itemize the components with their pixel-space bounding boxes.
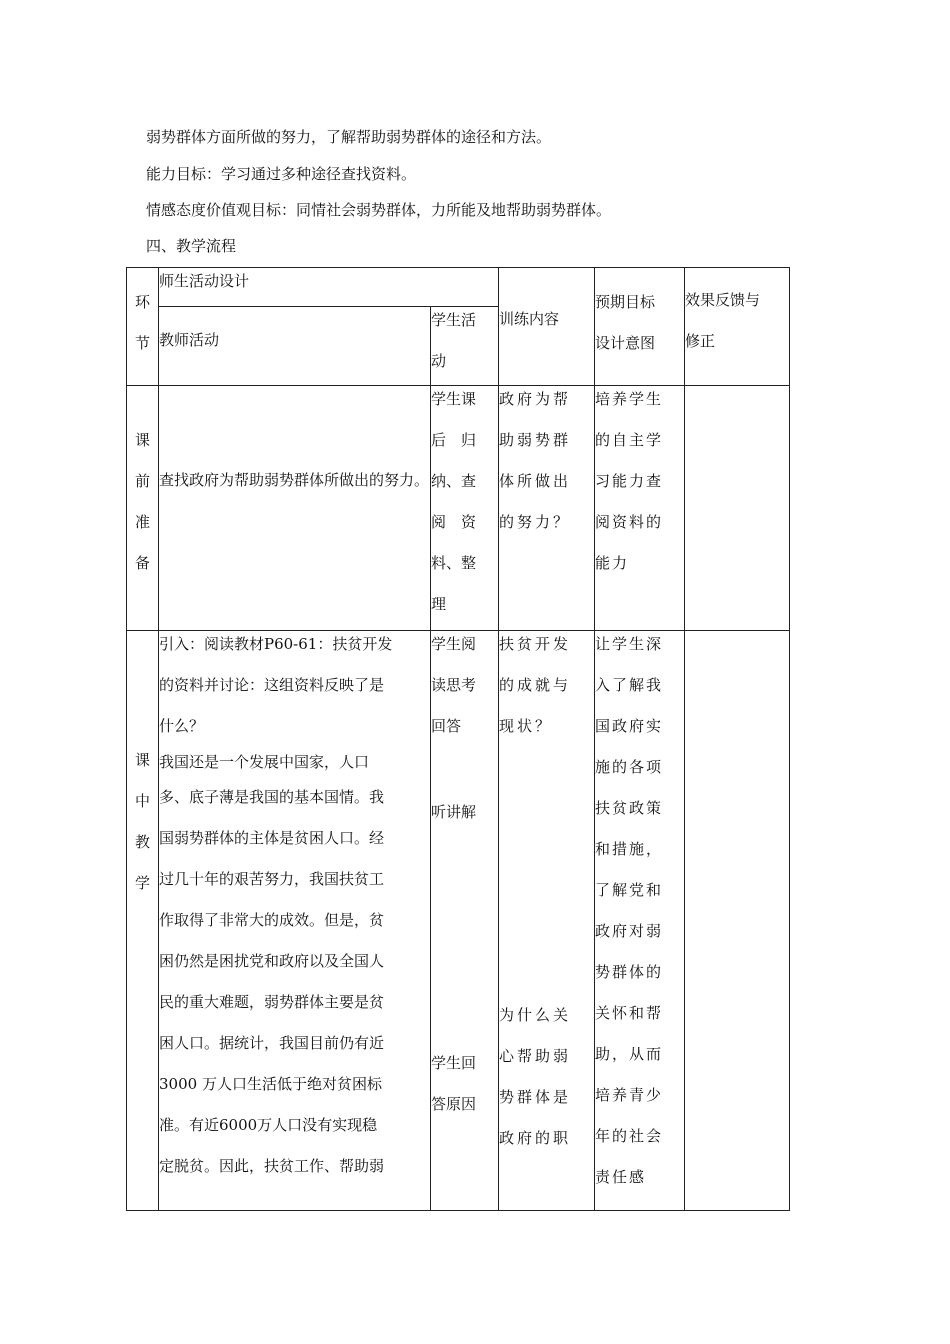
row-class-link-char: 课	[134, 751, 150, 769]
row-class-teacher-line: 民的重大难题，弱势群体主要是贫	[159, 993, 385, 1011]
header-training-label: 训练内容	[499, 310, 560, 328]
row-class-goal-line: 关怀和帮	[595, 1004, 664, 1022]
row-class-training-line: 心帮助弱	[499, 1047, 572, 1065]
row-class-training-line: 扶贫开发	[499, 635, 572, 653]
row-class-student-line: 读思考	[431, 676, 477, 694]
header-feedback-line-2: 修正	[685, 332, 716, 350]
intro-line-ability: 能力目标：学习通过多种途径查找资料。	[146, 165, 417, 183]
header-student-cell	[431, 307, 499, 386]
row-class-teacher-line: 我国还是一个发展中国家，人口	[159, 753, 370, 771]
row-class-teacher-line: 困仍然是困扰党和政府以及全国人	[159, 952, 385, 970]
row-class-goal-line: 扶贫政策	[595, 799, 664, 817]
row-class-goal-line: 培养青少	[595, 1086, 664, 1104]
row-class-training-line: 为什么关	[499, 1006, 572, 1024]
header-goal-cell	[595, 268, 685, 386]
row-class-teacher-line: 定脱贫。因此，扶贫工作、帮助弱	[159, 1157, 385, 1175]
row-class-link-char: 学	[134, 874, 150, 892]
intro-line-attitude: 情感态度价值观目标：同情社会弱势群体，力所能及地帮助弱势群体。	[146, 201, 612, 219]
teaching-flow-table	[126, 267, 790, 1211]
row-prep-student-cell	[431, 386, 499, 631]
row-class-goal-line: 政府对弱	[595, 922, 664, 940]
row-prep-training-line: 助弱势群	[499, 431, 572, 449]
row-prep-goal-line: 能力	[595, 554, 630, 572]
header-teacher-label: 教师活动	[159, 331, 220, 349]
row-prep-link-char: 准	[134, 513, 150, 531]
row-class-link-char: 教	[134, 833, 150, 851]
header-student-line-2: 动	[431, 352, 447, 370]
row-prep-goal-line: 习能力查	[595, 472, 664, 490]
row-prep-link-char: 前	[134, 472, 150, 490]
header-teacher-cell	[159, 307, 431, 386]
row-class-link-cell	[127, 631, 159, 1211]
row-class-goal-line: 了解党和	[595, 881, 664, 899]
row-class-goal-line: 年的社会	[595, 1127, 664, 1145]
row-class-teacher-line: 准。有近6000万人口没有实现稳	[159, 1116, 378, 1134]
row-prep-goal-line: 培养学生	[595, 390, 664, 408]
row-prep-link-char: 备	[134, 554, 150, 572]
row-class-teacher-cell	[159, 631, 431, 1211]
row-class-teacher-line: 国弱势群体的主体是贫困人口。经	[159, 829, 385, 847]
row-class-link-char: 中	[134, 792, 150, 810]
row-prep-feedback-cell	[685, 386, 790, 631]
row-prep-student-line: 理	[431, 595, 447, 613]
row-prep-student-line: 料、整	[431, 554, 477, 572]
row-class-training-line: 政府的职	[499, 1129, 572, 1147]
row-class-teacher-line: 多、底子薄是我国的基本国情。我	[159, 788, 385, 806]
header-feedback-line-1: 效果反馈与	[685, 291, 761, 309]
header-link-cell	[127, 268, 159, 386]
row-class-teacher-line: 引入：阅读教材P60-61：扶贫开发	[159, 635, 393, 653]
row-class-teacher-line: 的资料并讨论：这组资料反映了是	[159, 676, 385, 694]
row-prep-link-cell	[127, 386, 159, 631]
row-class-goal-line: 助，从而	[595, 1045, 664, 1063]
row-class-training-line: 势群体是	[499, 1088, 572, 1106]
row-class-goal-line: 责任感	[595, 1168, 647, 1186]
header-activity-group-label: 师生活动设计	[159, 272, 250, 290]
row-class-goal-cell	[595, 631, 685, 1211]
row-class-training-line: 现状？	[499, 717, 554, 735]
row-class-teacher-line: 过几十年的艰苦努力，我国扶贫工	[159, 870, 385, 888]
row-prep-goal-cell	[595, 386, 685, 631]
row-class-training-cell	[499, 631, 595, 1211]
row-class-goal-line: 让学生深	[595, 635, 664, 653]
intro-line-1: 弱势群体方面所做的努力，了解帮助弱势群体的途径和方法。	[146, 128, 552, 146]
row-class-feedback-cell	[685, 631, 790, 1211]
row-class-goal-line: 和措施，	[595, 840, 664, 858]
row-class-teacher-line: 什么？	[159, 717, 205, 735]
header-student-line-1: 学生活	[431, 311, 477, 329]
row-class-student-cell	[431, 631, 499, 1211]
header-feedback-cell	[685, 268, 790, 386]
row-class-student-line: 回答	[431, 717, 462, 735]
row-prep-teacher-text: 查找政府为帮助弱势群体所做出的努力。	[159, 471, 430, 489]
row-prep-training-line: 的努力？	[499, 513, 572, 531]
header-link-char-1: 环	[134, 293, 150, 311]
header-goal-line-1: 预期目标	[595, 293, 656, 311]
row-class-goal-line: 入了解我	[595, 676, 664, 694]
row-class-teacher-line: 困人口。据统计，我国目前仍有近	[159, 1034, 385, 1052]
row-prep-student-line: 后 归	[431, 431, 477, 449]
row-prep-student-line: 学生课	[431, 390, 477, 408]
row-prep-teacher-cell	[159, 386, 431, 631]
row-class-student-line: 学生回	[431, 1054, 477, 1072]
row-prep-student-line: 阅 资	[431, 513, 477, 531]
row-class-student-listen: 听讲解	[431, 803, 477, 821]
row-prep-training-line: 体所做出	[499, 472, 572, 490]
row-prep-link-char: 课	[134, 431, 150, 449]
header-link-char-2: 节	[134, 334, 150, 352]
row-class-goal-line: 势群体的	[595, 963, 664, 981]
row-prep-student-line: 纳、查	[431, 472, 477, 490]
row-class-teacher-line: 3000 万人口生活低于绝对贫困标	[159, 1075, 382, 1093]
row-prep-training-cell	[499, 386, 595, 631]
row-class-teacher-line: 作取得了非常大的成效。但是，贫	[159, 911, 385, 929]
section-heading: 四、教学流程	[146, 237, 237, 255]
row-class-student-line: 学生阅	[431, 635, 477, 653]
header-training-cell	[499, 268, 595, 386]
row-class-training-line: 的成就与	[499, 676, 572, 694]
header-goal-line-2: 设计意图	[595, 334, 656, 352]
row-prep-training-line: 政府为帮	[499, 390, 572, 408]
row-class-goal-line: 国政府实	[595, 717, 664, 735]
row-class-goal-line: 施的各项	[595, 758, 664, 776]
row-prep-goal-line: 阅资料的	[595, 513, 664, 531]
row-prep-goal-line: 的自主学	[595, 431, 664, 449]
row-class-student-line: 答原因	[431, 1095, 477, 1113]
